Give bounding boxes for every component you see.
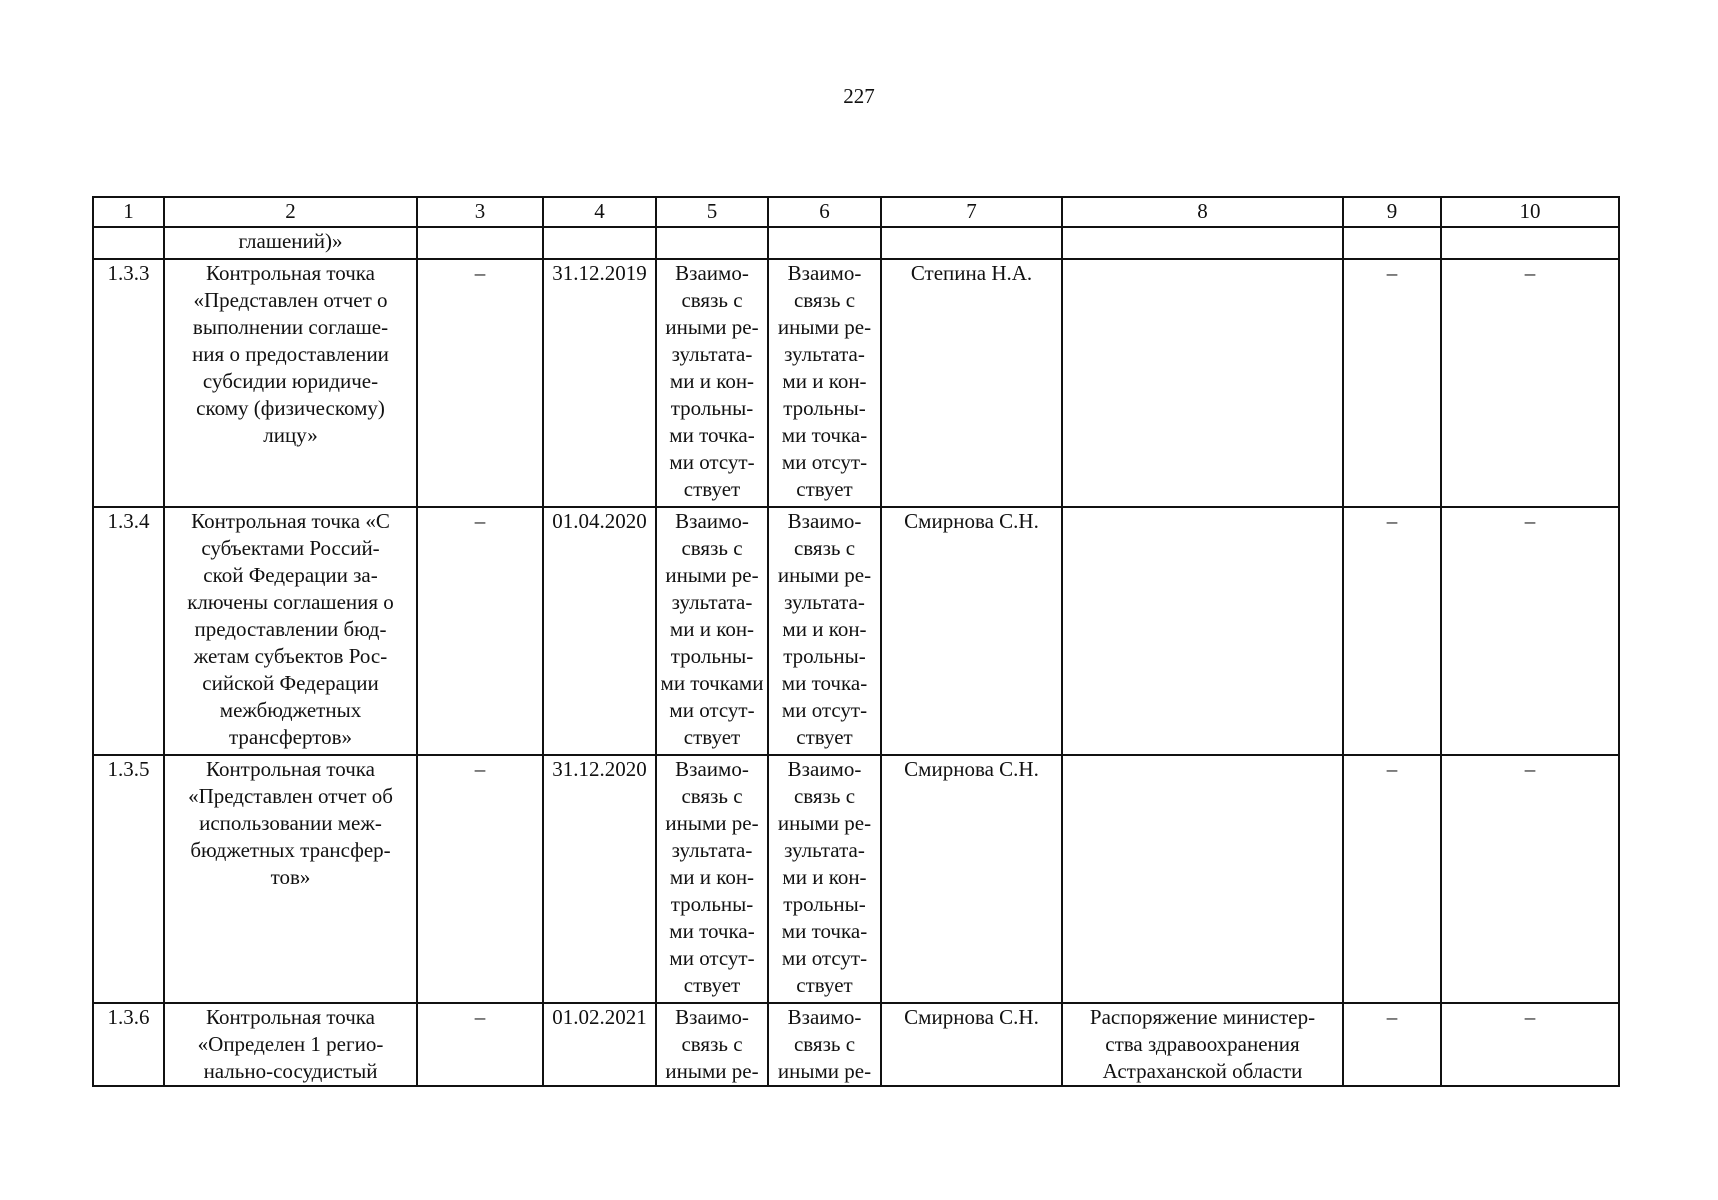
- table-row-continuation: [93, 227, 1619, 259]
- cell-date: 31.12.2020: [543, 755, 656, 1003]
- cell-number: 1.3.3: [93, 259, 164, 507]
- cell-date: 31.12.2019: [543, 259, 656, 507]
- column-header: 9: [1343, 197, 1441, 227]
- cell-responsible: [881, 227, 1062, 259]
- cell-name: Контрольная точка «Определен 1 регио- нально-сосудистый: [164, 1003, 417, 1086]
- cell-col5: Взаимо- связь с иными ре- зультата- ми и кон- трольны- ми точками ми отсут- ствует: [656, 507, 768, 755]
- cell-col9: –: [1343, 507, 1441, 755]
- cell-col9: –: [1343, 755, 1441, 1003]
- column-header: 1: [93, 197, 164, 227]
- cell-number: 1.3.6: [93, 1003, 164, 1086]
- column-header: 5: [656, 197, 768, 227]
- cell-col9: [1343, 227, 1441, 259]
- cell-col10: –: [1441, 1003, 1619, 1086]
- column-header: 3: [417, 197, 543, 227]
- column-header: 2: [164, 197, 417, 227]
- column-header: 8: [1062, 197, 1343, 227]
- cell-date: 01.02.2021: [543, 1003, 656, 1086]
- cell-number: 1.3.5: [93, 755, 164, 1003]
- cell-document: [1062, 259, 1343, 507]
- cell-col10: –: [1441, 507, 1619, 755]
- cell-number: 1.3.4: [93, 507, 164, 755]
- cell-col5: [656, 227, 768, 259]
- column-header: 4: [543, 197, 656, 227]
- cell-col5: Взаимо- связь с иными ре- зультата- ми и кон- трольны- ми точка- ми отсут- ствует: [656, 259, 768, 507]
- page-number: 227: [843, 84, 875, 108]
- cell-name: Контрольная точка «Представлен отчет об использовании меж- бюджетных трансфер- тов»: [164, 755, 417, 1003]
- table-row: [93, 1003, 1619, 1086]
- cell-number: [93, 227, 164, 259]
- cell-responsible: Смирнова С.Н.: [881, 507, 1062, 755]
- cell-col9: –: [1343, 1003, 1441, 1086]
- cell-document: [1062, 227, 1343, 259]
- header-row: [93, 197, 1619, 227]
- table-row: [93, 755, 1619, 1003]
- column-header: 7: [881, 197, 1062, 227]
- cell-name: глашений)»: [164, 227, 417, 259]
- cell-col3: –: [417, 507, 543, 755]
- table-row: [93, 507, 1619, 755]
- cell-date: [543, 227, 656, 259]
- cell-document: [1062, 755, 1343, 1003]
- cell-col5: Взаимо- связь с иными ре-: [656, 1003, 768, 1086]
- cell-col6: Взаимо- связь с иными ре- зультата- ми и кон- трольны- ми точка- ми отсут- ствует: [768, 507, 881, 755]
- control-points-table: [92, 196, 1620, 1087]
- cell-col10: [1441, 227, 1619, 259]
- column-header: 6: [768, 197, 881, 227]
- cell-col9: –: [1343, 259, 1441, 507]
- cell-document: Распоряжение министер- ства здравоохранения Астраханской области: [1062, 1003, 1343, 1086]
- cell-col10: –: [1441, 755, 1619, 1003]
- cell-col6: [768, 227, 881, 259]
- cell-name: Контрольная точка «Представлен отчет о выполнении соглаше- ния о предоставлении субсидии юридиче- скому (физическому) лицу»: [164, 259, 417, 507]
- column-header: 10: [1441, 197, 1619, 227]
- cell-col6: Взаимо- связь с иными ре- зультата- ми и кон- трольны- ми точка- ми отсут- ствует: [768, 259, 881, 507]
- cell-responsible: Смирнова С.Н.: [881, 1003, 1062, 1086]
- cell-name: Контрольная точка «С субъектами Россий- ской Федерации за- ключены соглашения о предоставлении бюд- жетам субъектов Рос- сийской Федерации межбюджетных трансфертов»: [164, 507, 417, 755]
- table-row: [93, 259, 1619, 507]
- cell-col3: –: [417, 259, 543, 507]
- cell-col5: Взаимо- связь с иными ре- зультата- ми и кон- трольны- ми точка- ми отсут- ствует: [656, 755, 768, 1003]
- cell-col3: –: [417, 755, 543, 1003]
- cell-document: [1062, 507, 1343, 755]
- cell-responsible: Степина Н.А.: [881, 259, 1062, 507]
- cell-col6: Взаимо- связь с иными ре- зультата- ми и кон- трольны- ми точка- ми отсут- ствует: [768, 755, 881, 1003]
- cell-col6: Взаимо- связь с иными ре-: [768, 1003, 881, 1086]
- cell-col3: [417, 227, 543, 259]
- cell-date: 01.04.2020: [543, 507, 656, 755]
- cell-responsible: Смирнова С.Н.: [881, 755, 1062, 1003]
- cell-col3: –: [417, 1003, 543, 1086]
- cell-col10: –: [1441, 259, 1619, 507]
